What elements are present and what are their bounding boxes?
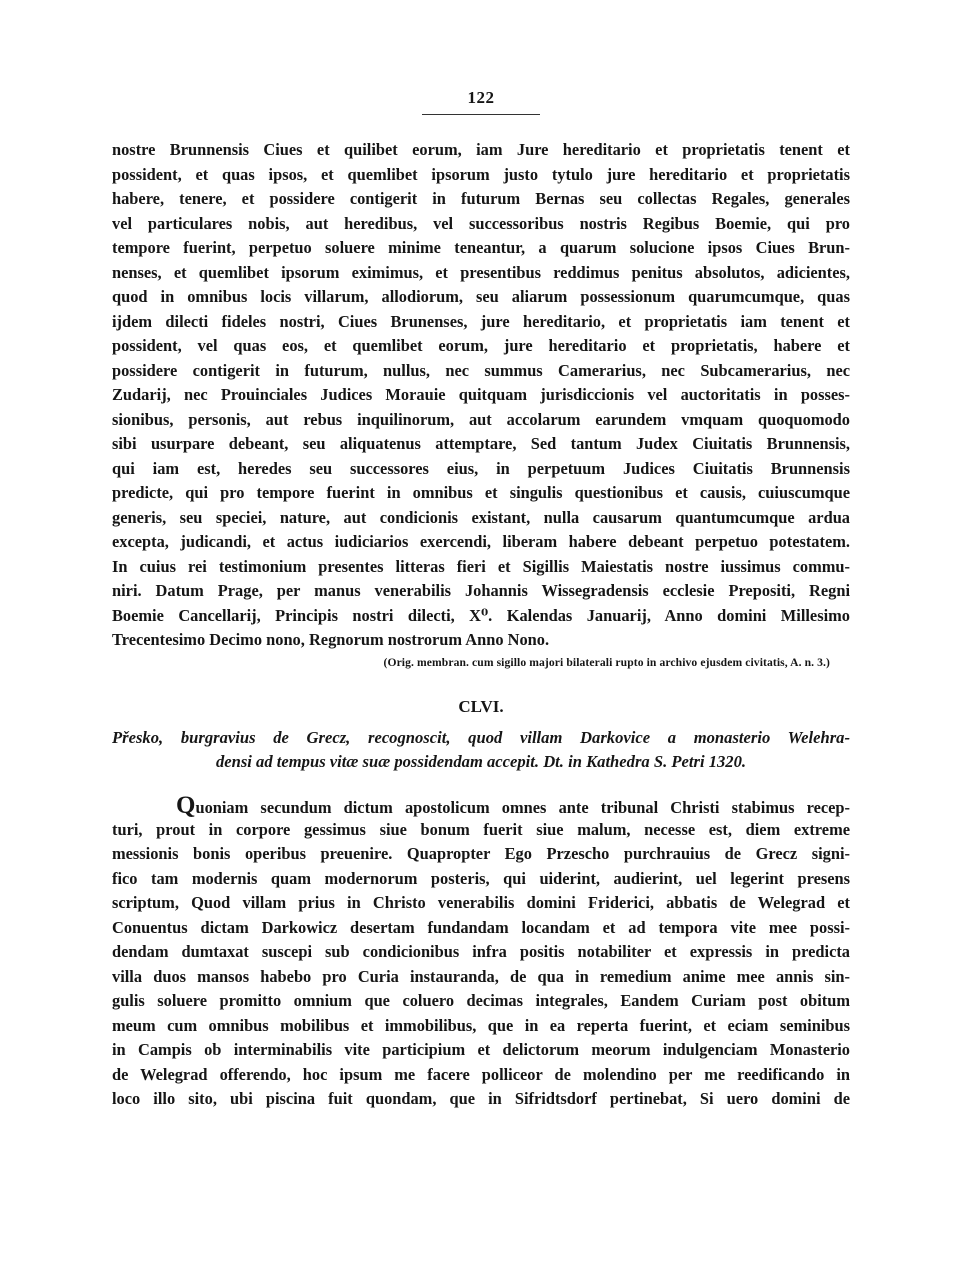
header-rule (422, 114, 540, 115)
text-line: generis, seu speciei, nature, aut condicionis existant, nulla causarum quantumcumque ardua (112, 507, 850, 527)
text-line: possidere contigerit in futurum, nullus, nec summus Camerarius, nec Subcamerarius, nec (112, 360, 850, 380)
text-line: Boemie Cancellarij, Principis nostri dilecti, X⁰. Kalendas Januarij, Anno domini Millesimo (112, 605, 850, 625)
charter-text-line: messionis bonis operibus preuenire. Quapropter Ego Przescho purchrauius de Grecz signi- (112, 844, 850, 863)
text-line: In cuius rei testimonium presentes litteras fieri et Sigillis Maiestatis nostre iussimus commu- (112, 556, 850, 576)
charter-text (112, 793, 850, 1112)
charter-text-line: turi, prout in corpore gessimus siue bonum fuerit siue malum, necesse est, diem extreme (112, 819, 850, 839)
charter-text-line: gulis soluere promitto omnium que coluero decimas integrales, Eandem Curiam post obitum (112, 991, 850, 1010)
charter-heading (112, 726, 850, 774)
text-line: qui iam est, heredes seu successores eius, in perpetuum Judices Ciuitatis Brunnensis (112, 458, 850, 478)
charter-text-line: meum cum omnibus mobilibus et immobilibus, que in ea reperta fuerint, et eciam seminibus (112, 1015, 850, 1035)
charter-text-line (112, 793, 850, 818)
page-number: 122 (467, 88, 495, 107)
text-line: vel particulares nobis, aut heredibus, vel successoribus nostris Regibus Boemie, qui pro (112, 213, 850, 233)
text-line: Trecentesimo Decimo nono, Regnorum nostrorum Anno Nono. (112, 630, 550, 649)
charter-text-line: Conuentus dictam Darkowicz desertam fundandam locandam et ad tempora vite mee possi- (112, 917, 850, 937)
charter-heading-line: densi ad tempus vitæ suæ possidendam accepit. Dt. in Kathedra S. Petri 1320. (215, 752, 747, 771)
charter-text-line: in Campis ob interminabilis vite participium et delictorum meorum indulgenciam Monasterio (112, 1040, 850, 1059)
text-line: nostre Brunnensis Ciues et quilibet eorum, iam Jure hereditario et proprietatis tenent et (112, 140, 850, 159)
charter-number: CLVI. (458, 697, 504, 716)
text-line: possident, et quas ipsos, et quemlibet ipsorum justo tytulo jure hereditario et proprietatis (112, 164, 850, 184)
text-line: Zudarij, nec Prouinciales Judices Morauie quitquam jurisdiccionis vel auctoritatis in posses- (112, 385, 850, 404)
charter-text-line: scriptum, Quod villam prius in Christo venerabilis domini Friderici, abbatis de Welegrad et (112, 893, 850, 912)
text-line: sionibus, personis, aut rebus inquilinorum, aut accolarum earundem vmquam quoquomodo (112, 409, 850, 429)
text-line: sibi usurpare debeant, seu aliquatenus attemptare, Sed tantum Judex Ciuitatis Brunnensis, (112, 434, 850, 453)
text-line: habere, tenere, et possidere contigerit in futurum Bernas seu collectas Regales, generales (112, 189, 850, 208)
text-line: niri. Datum Prage, per manus venerabilis Johannis Wissegradensis ecclesie Prepositi, Regni (112, 581, 850, 600)
charter-continuation-text (112, 138, 850, 653)
charter-text-line: loco illo sito, ubi piscina fuit quondam, que in Sifridtsdorf pertinebat, Si uero domini de (112, 1089, 850, 1108)
text-line: tempore fuerint, perpetuo soluere minime teneantur, a quarum solucione ipsos Ciues Brun- (112, 238, 850, 257)
text-line: possident, vel quas eos, et quemlibet eorum, jure hereditario et proprietatis, habere et (112, 336, 850, 355)
charter-heading-line: Přesko, burgravius de Grecz, recognoscit, quod villam Darkovice a monasterio Welehra- (112, 728, 850, 747)
first-line-text: uoniam secundum dictum apostolicum omnes ante tribunal Christi stabimus recep- (195, 798, 850, 817)
charter-text-line: fico tam modernis quam modernorum posteris, qui uiderint, audierint, uel legerint presens (112, 868, 850, 888)
source-note: (Orig. membran. cum sigillo majori bilaterali rupto in archivo ejusdem civitatis, A. n. 3.) (383, 656, 830, 669)
charter-text-line: de Welegrad offerendo, hoc ipsum me facere polliceor de molendino per me reedificando in (112, 1064, 850, 1084)
text-line: excepta, judicandi, et actus iudiciarios exercendi, liberam habere debeant perpetuo potestatem. (112, 532, 850, 551)
text-line: ijdem dilecti fideles nostri, Ciues Brunenses, jure hereditario, et proprietatis iam tenent et (112, 311, 850, 331)
drop-initial: Q (176, 793, 196, 818)
text-line: predicte, qui pro tempore fuerint in omnibus et singulis questionibus et causis, cuiuscumque (112, 483, 850, 502)
text-line: quod in omnibus locis villarum, allodiorum, seu aliarum possessionum quarumcumque, quas (112, 287, 850, 306)
text-line: nenses, et quemlibet ipsorum eximimus, et presentibus reddimus penitus absolutos, adicientes, (112, 262, 850, 282)
document-page (112, 0, 850, 1263)
charter-text-line: villa duos mansos habebo pro Curia instauranda, de qua in remedium anime mee annis sin- (112, 966, 850, 986)
charter-text-line: dendam dumtaxat suscepi sub condicionibus infra positis notabiliter et expressis in predicta (112, 942, 850, 961)
